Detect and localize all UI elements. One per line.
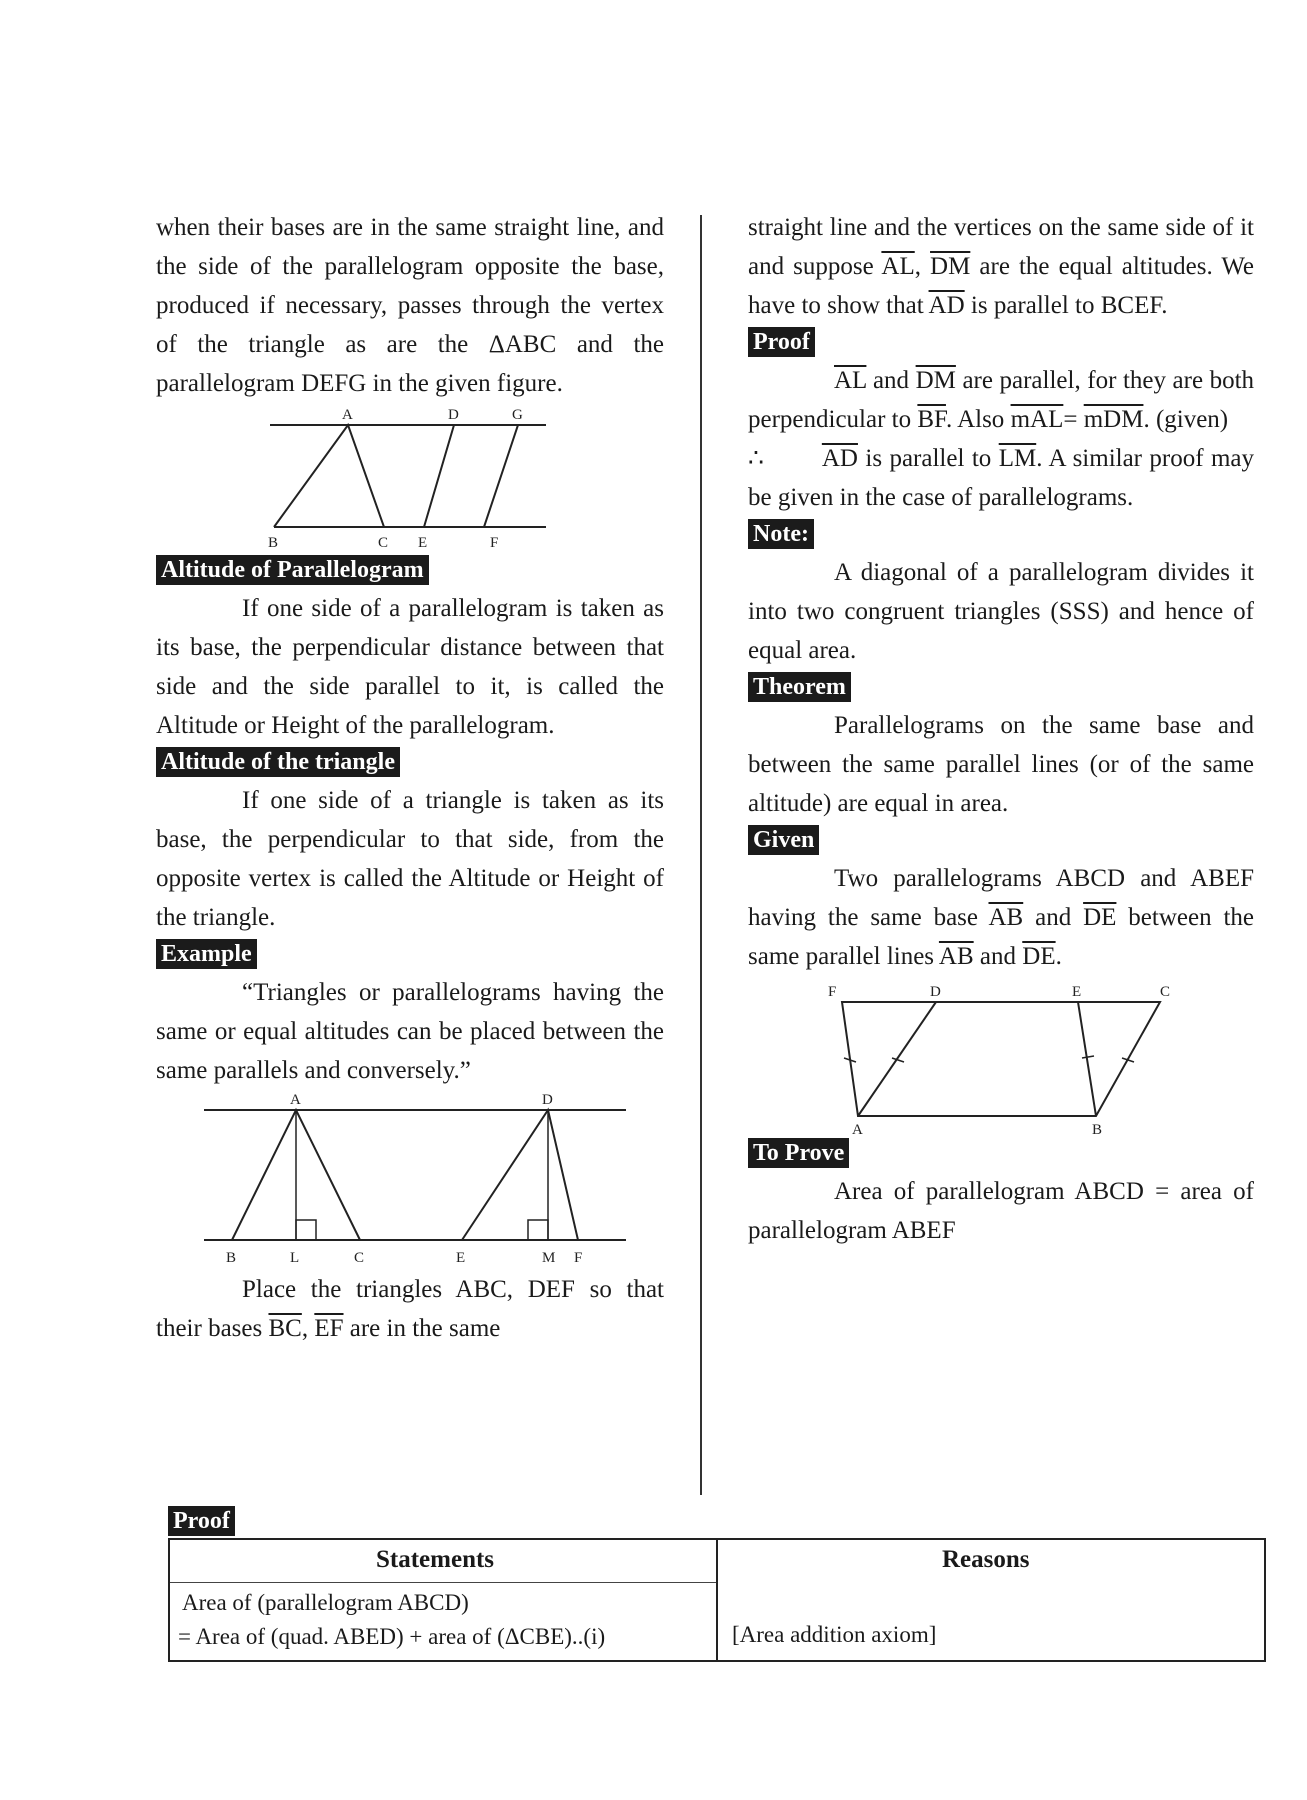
figure-parallelograms-same-base: [748, 976, 1254, 1136]
fig3-label-e: E: [1072, 984, 1082, 1000]
fig2-label-d: D: [542, 1092, 553, 1108]
example-heading: Example: [156, 939, 257, 969]
statement-row-2: = Area of (quad. ABED) + area of (ΔCBE)..(i): [178, 1624, 606, 1649]
left-column: [156, 208, 664, 1348]
fig2-label-l: L: [290, 1250, 300, 1266]
proof-text: $\overline{AL}$ and $\overline{DM}$ are parallel, for they are both perpendicular to $\overline{BF}$. Also $\overline{mAL}= \overline{mDM}$. (given): [748, 367, 1255, 433]
altitude-triangle-heading: Altitude of the triangle: [156, 747, 400, 777]
reason-row-2: [Area addition axiom]: [732, 1622, 937, 1647]
proof-table-heading: Proof: [168, 1506, 235, 1536]
figure-triangle-parallelogram: [156, 403, 664, 553]
fig1-label-a: A: [342, 407, 353, 423]
fig3-label-f: F: [828, 984, 837, 1000]
fig3-label-d: D: [930, 984, 941, 1000]
segment-dm: $\overline{DM}$: [930, 253, 971, 280]
fig2-label-a: A: [290, 1092, 301, 1108]
segment-ad: $\overline{AD}$: [928, 292, 965, 319]
column-divider: [700, 215, 702, 1495]
proof-table-header-line: [170, 1582, 716, 1583]
fig2-label-f: F: [574, 1250, 583, 1266]
place-triangles-text: Place the triangles ABC, DEF so that their bases $\overline{BC}$, $\overline{EF}$ are in the same: [156, 1276, 664, 1342]
fig3-label-c: C: [1160, 984, 1171, 1000]
fig2-label-c: C: [354, 1250, 365, 1266]
fig2-label-e: E: [456, 1250, 466, 1266]
fig2-label-m: M: [542, 1250, 556, 1266]
figure-equal-altitudes: [156, 1090, 664, 1270]
fig1-label-e: E: [418, 535, 428, 551]
fig1-label-g: G: [512, 407, 523, 423]
proof-table-divider: [716, 1540, 718, 1660]
statement-row-1: Area of (parallelogram ABCD): [182, 1590, 469, 1615]
segment-al: $\overline{AL}$: [881, 253, 915, 280]
note-heading: Note:: [748, 519, 814, 549]
fig1-label-b: B: [268, 535, 279, 551]
altitude-parallelogram-heading: Altitude of Parallelogram: [156, 555, 429, 585]
theorem-heading: Theorem: [748, 672, 851, 702]
theorem-text: Parallelograms on the same base and between the same parallel lines (or of the same altitude) are equal in area.: [748, 712, 1254, 817]
segment-bc: $\overline{BC}$: [268, 1315, 302, 1342]
toprove-heading: To Prove: [748, 1138, 849, 1168]
toprove-text: Area of parallelogram ABCD = area of parallelogram ABEF: [748, 1178, 1254, 1244]
statements-header: Statements: [376, 1546, 495, 1573]
reasons-header: Reasons: [942, 1546, 1030, 1573]
fig1-label-c: C: [378, 535, 389, 551]
fig2-label-b: B: [226, 1250, 237, 1266]
example-text: “Triangles or parallelograms having the same or equal altitudes can be placed between the same parallels and conversely.”: [156, 979, 664, 1084]
given-heading: Given: [748, 825, 819, 855]
segment-ef: $\overline{EF}$: [314, 1315, 344, 1342]
fig3-label-b: B: [1092, 1122, 1103, 1136]
proof-table: [168, 1538, 1266, 1662]
proof-heading: Proof: [748, 327, 815, 357]
proof-conclusion: ∴ $\overline{AD}$ is parallel to $\overline{LM}$. A similar proof may be given in the case of parallelograms.: [748, 445, 1255, 511]
altitude-triangle-text: If one side of a triangle is taken as its base, the perpendicular to that side, from the opposite vertex is called the Altitude or Height of the triangle.: [156, 787, 664, 931]
given-text: Two parallelograms ABCD and ABEF having the same base $\overline{AB}$ and $\overline{DE}$ between the same parallel lines $\overline{AB}$ and $\overline{DE}$.: [748, 865, 1255, 970]
continuation-paragraph: straight line and the vertices on the same side of it and suppose $\overline{AL}$, $\overline{DM}$ are the equal altitudes. We have to show that $\overline{AD}$ is parallel to BCEF.: [748, 214, 1255, 319]
note-text: A diagonal of a parallelogram divides it into two congruent triangles (SSS) and hence of equal area.: [748, 559, 1254, 664]
fig1-label-f: F: [490, 535, 499, 551]
right-column: [748, 208, 1254, 1250]
fig1-label-d: D: [448, 407, 459, 423]
fig3-label-a: A: [852, 1122, 863, 1136]
intro-paragraph: when their bases are in the same straight line, and the side of the parallelogram opposite the base, produced if necessary, passes through the vertex of the triangle as are the ΔABC and the parallelogram DEFG in the given figure.: [156, 214, 664, 397]
altitude-parallelogram-text: If one side of a parallelogram is taken as its base, the perpendicular distance between that side and the side parallel to it, is called the Altitude or Height of the parallelogram.: [156, 595, 664, 739]
